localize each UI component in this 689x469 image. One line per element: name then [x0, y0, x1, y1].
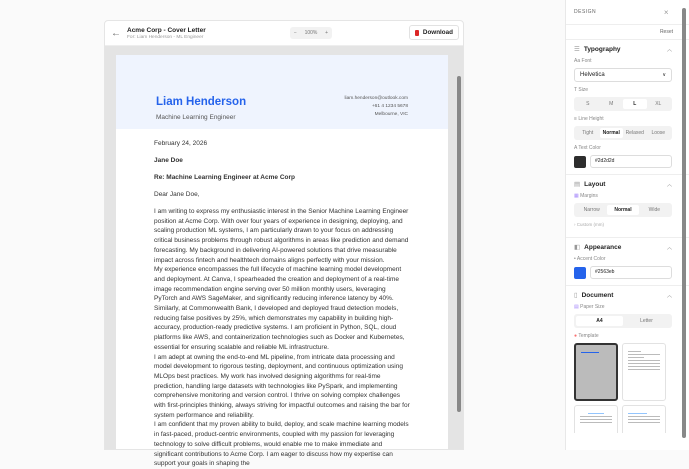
- typography-header[interactable]: [574, 45, 672, 53]
- accent-color-input[interactable]: #2563eb: [590, 266, 672, 279]
- lh-option-loose[interactable]: Loose: [651, 130, 666, 136]
- document-section: [566, 286, 689, 433]
- section-title: Document: [581, 292, 614, 299]
- document-header[interactable]: [574, 291, 672, 299]
- download-label: Download: [422, 29, 453, 36]
- layout-section: [566, 175, 689, 238]
- paper-option-letter[interactable]: Letter: [640, 318, 653, 324]
- text-color-icon: A: [574, 145, 579, 151]
- preview-canvas: [105, 46, 463, 468]
- letter-date: February 24, 2026: [154, 140, 208, 147]
- chevron-up-icon[interactable]: ︿: [666, 46, 672, 53]
- greeting: Dear Jane Doe,: [154, 191, 200, 198]
- contact-info: [344, 95, 408, 119]
- letter-page: [116, 55, 448, 468]
- typography-section: [566, 40, 689, 175]
- paragraph: I am confident that my proven ability to build, deploy, and scale machine learning models in fast-paced, product-centric environments, coupled with my passion for leveraging technology to solve difficult problems, would enable me to make immediate and significant contributions to Acme Corp. I am eager to discuss how my expertise can support your goals in shaping the: [154, 421, 409, 468]
- location: Melbourne, VIC: [374, 112, 408, 117]
- line-height-label: Line Height: [578, 116, 604, 122]
- font-label: Font: [581, 58, 592, 64]
- zoom-control: [290, 27, 332, 39]
- text-color-label: Text Color: [578, 145, 601, 151]
- line-height-selector: [574, 126, 672, 140]
- chevron-up-icon[interactable]: ︿: [666, 244, 672, 251]
- zoom-level: 100%: [304, 30, 318, 36]
- chevron-down-icon: ∨: [662, 72, 666, 78]
- sender-role: Machine Learning Engineer: [156, 114, 236, 121]
- reset-button[interactable]: Reset: [566, 25, 689, 40]
- accent-icon: •: [574, 256, 577, 262]
- paragraph: I am writing to express my enthusiastic interest in the Senior Machine Learning Engineer position at Acme Corp. With over four years of experience in designing, deploying, and scaling production ML systems, I am particularly drawn to your focus on addressing critical business problems through robust algorithms in areas like prediction and demand forecasting. My background in delivering AI-powered solutions that drive measurable impact across fintech and healthtech domains aligns perfectly with your mission.: [154, 208, 409, 264]
- appearance-header[interactable]: [574, 243, 672, 251]
- margins-icon: ▦: [574, 193, 581, 199]
- section-title: Appearance: [584, 244, 622, 251]
- paragraph: I am adept at owning the end-to-end ML pipeline, from intricate data processing and model development to rigorous testing, deployment, and continuous optimization using MLOps best practices. My work has involved designing algorithms for real-time prediction, handling large datasets with technologies like PySpark, and implementing comprehensive monitoring and version control. I thrive on solving complex challenges with first-principles thinking, always striving for impactful outcomes and raising the bar for system performance and reliability.: [154, 353, 410, 419]
- font-icon: Aa: [574, 58, 582, 64]
- font-value: Helvetica: [580, 72, 605, 78]
- accent-label: Accent Color: [576, 256, 606, 262]
- size-option-s[interactable]: S: [586, 101, 590, 107]
- margins-selector: [574, 203, 672, 217]
- margin-option-normal[interactable]: Normal: [607, 205, 638, 215]
- lh-option-normal[interactable]: Normal: [600, 128, 624, 138]
- editor-card: [104, 20, 464, 468]
- layout-icon: ▤: [574, 181, 581, 188]
- letter-header: [116, 55, 448, 129]
- margins-label: Margins: [580, 193, 598, 199]
- text-color-input[interactable]: #2d2d2d: [590, 155, 672, 168]
- chevron-up-icon[interactable]: ︿: [666, 292, 672, 299]
- section-title: Layout: [584, 181, 606, 188]
- margin-option-narrow[interactable]: Narrow: [583, 207, 600, 213]
- template-thumbnail[interactable]: [574, 405, 618, 433]
- top-bar: [105, 21, 463, 46]
- zoom-out-button[interactable]: −: [293, 30, 297, 36]
- paper-option-a4[interactable]: A4: [576, 316, 623, 326]
- template-label: Template: [578, 333, 599, 339]
- close-icon[interactable]: ×: [663, 7, 669, 17]
- section-title: Typography: [583, 46, 621, 53]
- lh-option-tight[interactable]: Tight: [582, 130, 594, 136]
- panel-title: DESIGN: [574, 9, 597, 15]
- paragraph: My experience encompasses the full lifecycle of machine learning model development and deployment. At Canva, I spearheaded the creation and deployment of a real-time image recommendation engine serving over 50 million monthly users, leveraging PyTorch and AWS SageMaker, and significantly reducing inference latency by 40%. Similarly, at Commonwealth Bank, I developed and deployed fraud detection models, reducing false positives by 25%, which demonstrates my capability in building high-accuracy, production-ready predictive systems. I am proficient in Python, SQL, cloud platforms like AWS, and containerization technologies such as Docker and Kubernetes, essential for ensuring scalable and reliable ML infrastructure.: [154, 266, 405, 351]
- document-title: Acme Corp - Cover Letter: [127, 26, 206, 34]
- panel-scrollbar[interactable]: [682, 8, 686, 438]
- size-option-xl[interactable]: XL: [655, 101, 662, 107]
- document-subtitle: For: Liam Henderson - ML Engineer: [127, 34, 204, 40]
- template-thumbnail[interactable]: [622, 343, 666, 401]
- download-button[interactable]: [409, 25, 459, 40]
- template-thumbnail-selected[interactable]: [574, 343, 618, 401]
- pdf-icon: [415, 30, 419, 36]
- font-select[interactable]: [574, 68, 672, 82]
- preview-scrollbar[interactable]: [457, 76, 461, 412]
- subject-line: Re: Machine Learning Engineer at Acme Corp: [154, 174, 295, 181]
- letter-body: [116, 129, 448, 469]
- paper-size-label: Paper Size: [580, 304, 605, 310]
- size-selector: [574, 97, 672, 111]
- margin-option-wide[interactable]: Wide: [648, 207, 661, 213]
- document-icon: ▯: [574, 292, 578, 299]
- paper-size-icon: ▤: [574, 304, 581, 310]
- paper-size-selector: [574, 314, 672, 328]
- size-option-m[interactable]: M: [609, 101, 614, 107]
- line-height-icon: ≡: [574, 116, 579, 122]
- lh-option-relaxed[interactable]: Relaxed: [625, 130, 644, 136]
- phone: +61 4 1234 5678: [371, 104, 408, 109]
- text-color-swatch[interactable]: [574, 156, 586, 168]
- typography-icon: ☰: [574, 46, 580, 53]
- template-icon: ●: [574, 333, 579, 339]
- zoom-in-button[interactable]: +: [325, 30, 329, 36]
- letter-paragraphs: [154, 207, 410, 469]
- template-grid: [574, 343, 672, 433]
- appearance-icon: ◧: [574, 244, 581, 251]
- appearance-section: [566, 238, 689, 286]
- accent-color-swatch[interactable]: [574, 267, 586, 279]
- design-panel: [565, 0, 689, 450]
- sender-name: Liam Henderson: [156, 96, 247, 108]
- template-thumbnail[interactable]: [622, 405, 666, 433]
- recipient: Jane Doe: [154, 157, 183, 164]
- size-option-l[interactable]: L: [623, 99, 647, 109]
- email: liam.henderson@outlook.com: [344, 96, 408, 101]
- title-block: [127, 27, 206, 40]
- size-label: Size: [578, 87, 589, 93]
- layout-header[interactable]: [574, 180, 672, 188]
- custom-margins-toggle[interactable]: › Custom (mm): [574, 222, 604, 227]
- arrow-left-icon[interactable]: ←: [111, 27, 121, 39]
- size-icon: T: [574, 87, 579, 93]
- chevron-up-icon[interactable]: ︿: [666, 181, 672, 188]
- panel-header: [566, 0, 689, 25]
